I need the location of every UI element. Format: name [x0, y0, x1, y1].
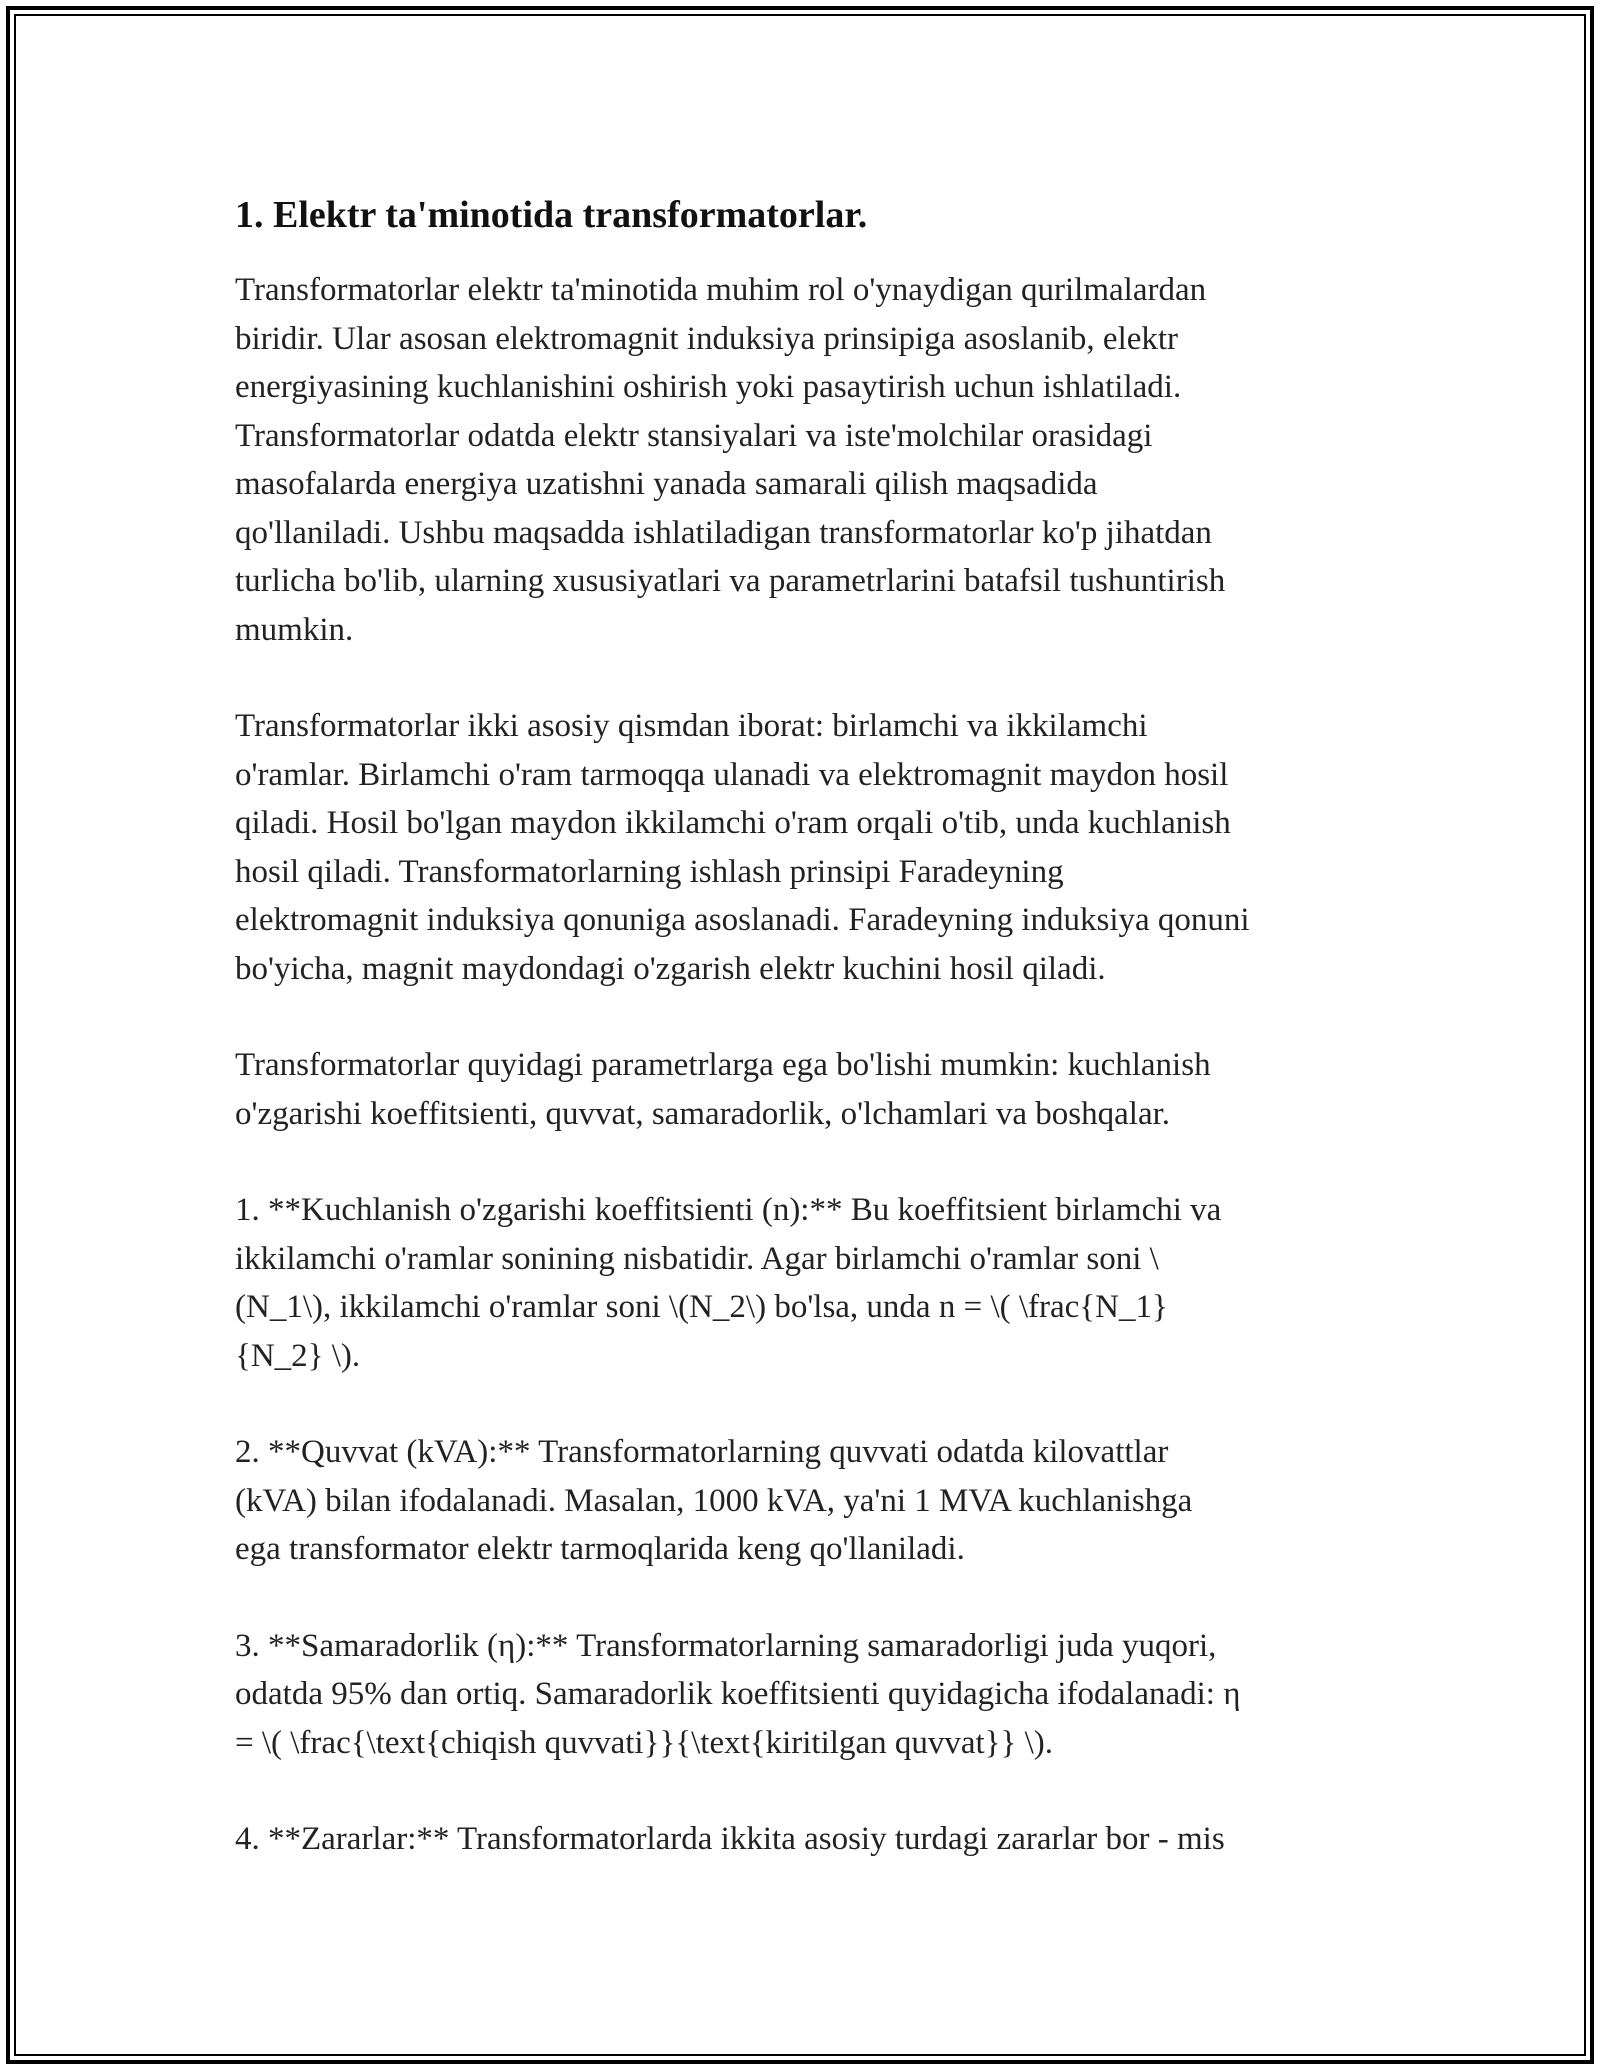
document-body: [235, 190, 1385, 1912]
list-item-power: 2. **Quvvat (kVA):** Transformatorlarning quvvati odatda kilovattlar (kVA) bilan ifodalanadi. Masalan, 1000 kVA, ya'ni 1 MVA kuchlanishga ega transformator elektr tarmoqlarida keng qo'llaniladi.: [235, 1434, 1193, 1567]
list-item-voltage-ratio: 1. **Kuchlanish o'zgarishi koeffitsienti (n):** Bu koeffitsient birlamchi va ikkilamchi o'ramlar sonining nisbatidir. Agar birlamchi o'ramlar soni \ (N_1\), ikkilamchi o'ramlar soni \(N_2\) bo'lsa, unda n = \( \frac{N_1} {N_2} \).: [235, 1192, 1222, 1374]
list-item-efficiency: 3. **Samaradorlik (η):** Transformatorlarning samaradorligi juda yuqori, odatda 95% dan ortiq. Samaradorlik koeffitsienti quyidagicha ifodalanadi: η = \( \frac{\text{chiqish quvvati}}{\text{kiritilgan quvvat}} \).: [235, 1627, 1241, 1761]
list-item-losses: 4. **Zararlar:** Transformatorlarda ikkita asosiy turdagi zararlar bor - mis: [235, 1821, 1225, 1857]
paragraph-parameters: Transformatorlar quyidagi parametrlarga ega bo'lishi mumkin: kuchlanish o'zgarishi koeffitsienti, quvvat, samaradorlik, o'lchamlari va boshqalar.: [235, 1047, 1211, 1132]
document-title: 1. Elektr ta'minotida transformatorlar.: [235, 194, 868, 236]
paragraph-introduction: Transformatorlar elektr ta'minotida muhim rol o'ynaydigan qurilmalardan biridir. Ular asosan elektromagnit induksiya prinsipiga asoslanib, elektr energiyasining kuchlanishini oshirish yoki pasaytirish uchun ishlatiladi. Transformatorlar odatda elektr stansiyalari va iste'molchilar orasidagi masofalarda energiya uzatishni yanada samarali qilish maqsadida qo'llaniladi. Ushbu maqsadda ishlatiladigan transformatorlar ko'p jihatdan turlicha bo'lib, ularning xususiyatlari va parametrlarini batafsil tushuntirish mumkin.: [235, 272, 1226, 648]
paragraph-structure: Transformatorlar ikki asosiy qismdan iborat: birlamchi va ikkilamchi o'ramlar. Birlamchi o'ram tarmoqqa ulanadi va elektromagnit maydon hosil qiladi. Hosil bo'lgan maydon ikkilamchi o'ram orqali o'tib, unda kuchlanish hosil qiladi. Transformatorlarning ishlash prinsipi Faradeyning elektromagnit induksiya qonuniga asoslanadi. Faradeyning induksiya qonuni bo'yicha, magnit maydondagi o'zgarish elektr kuchini hosil qiladi.: [235, 708, 1250, 987]
